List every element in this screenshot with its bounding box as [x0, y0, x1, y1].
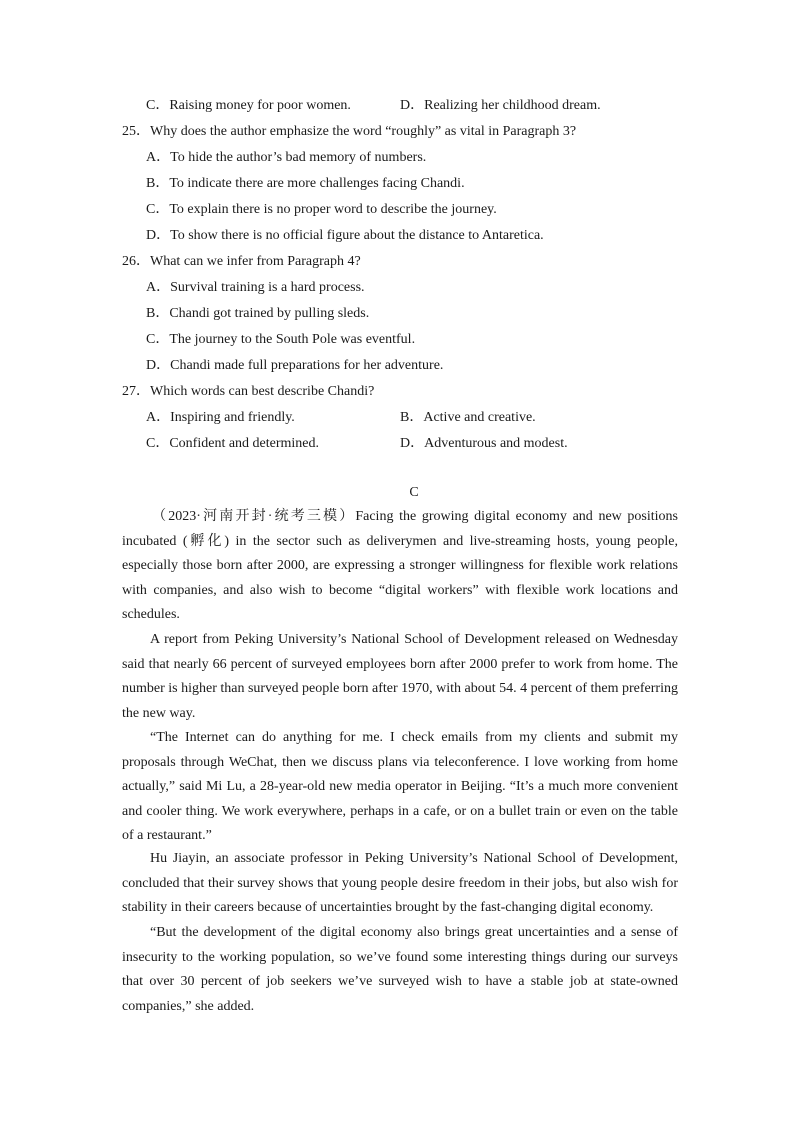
- q26-option-a: A．Survival training is a hard process.: [146, 280, 365, 295]
- q27-option-a: A．Inspiring and friendly.: [146, 410, 295, 425]
- q27-option-c: C．Confident and determined.: [146, 436, 320, 451]
- q26-option-c: C．The journey to the South Pole was eventful.: [146, 332, 416, 347]
- q25-option-d: D．To show there is no official figure about the distance to Antaretica.: [146, 228, 544, 243]
- q27-stem: 27．Which words can best describe Chandi?: [122, 384, 375, 399]
- q24-option-d: D．Realizing her childhood dream.: [400, 98, 601, 113]
- q27-option-d: D．Adventurous and modest.: [400, 436, 568, 451]
- q26-stem: 26．What can we infer from Paragraph 4?: [122, 254, 361, 269]
- q26-option-b: B．Chandi got trained by pulling sleds.: [146, 306, 370, 321]
- q24-option-c: C．Raising money for poor women.: [146, 98, 351, 113]
- section-c-paragraph-4: Hu Jiayin, an associate professor in Peking University’s National School of Development, concluded that their survey shows that young people desire freedom in their jobs, but also wish for stability in their careers because of uncertainties brought by the fast-changing digital economy.: [122, 851, 678, 916]
- section-c-paragraph-5: “But the development of the digital economy also brings great uncertainties and a sense of insecurity to the working population, so we’ve found some interesting things during our surveys that over 30 percent of job seekers we’ve surveyed wish to have a stable job at state-owned companies,” she added.: [122, 925, 678, 1014]
- section-c-paragraph-3: “The Internet can do anything for me. I check emails from my clients and submit my proposals through WeChat, then we discuss plans via teleconference. I love working from home actually,” said Mi Lu, a 28-year-old new media operator in Beijing. “It’s a much more convenient and cooler thing. We work everywhere, perhaps in a cafe, or on a bullet train or even on the table of a restaurant.”: [122, 730, 678, 844]
- q27-option-b: B．Active and creative.: [400, 410, 536, 425]
- q25-option-b: B．To indicate there are more challenges facing Chandi.: [146, 176, 465, 191]
- q25-option-a: A．To hide the author’s bad memory of numbers.: [146, 150, 427, 165]
- q25-stem: 25．Why does the author emphasize the word “roughly” as vital in Paragraph 3?: [122, 124, 577, 139]
- q26-option-d: D．Chandi made full preparations for her adventure.: [146, 358, 444, 373]
- section-c-heading: C: [409, 485, 419, 500]
- section-c-paragraph-2: A report from Peking University’s National School of Development released on Wednesday said that nearly 66 percent of surveyed employees born after 2000 prefer to work from home. The number is higher than surveyed people born after 1970, with about 54. 4 percent of them preferring the new way.: [122, 632, 678, 721]
- q25-option-c: C．To explain there is no proper word to describe the journey.: [146, 202, 497, 217]
- section-c-paragraph-1: （2023·河南开封·统考三模）Facing the growing digital economy and new positions incubated (孵化) in the sector such as deliverymen and live-streaming hosts, young people, especially those born after 2000, are expressing a stronger willingness for flexible work relations with companies, and also wish to become “digital workers” with flexible work locations and schedules.: [122, 509, 678, 623]
